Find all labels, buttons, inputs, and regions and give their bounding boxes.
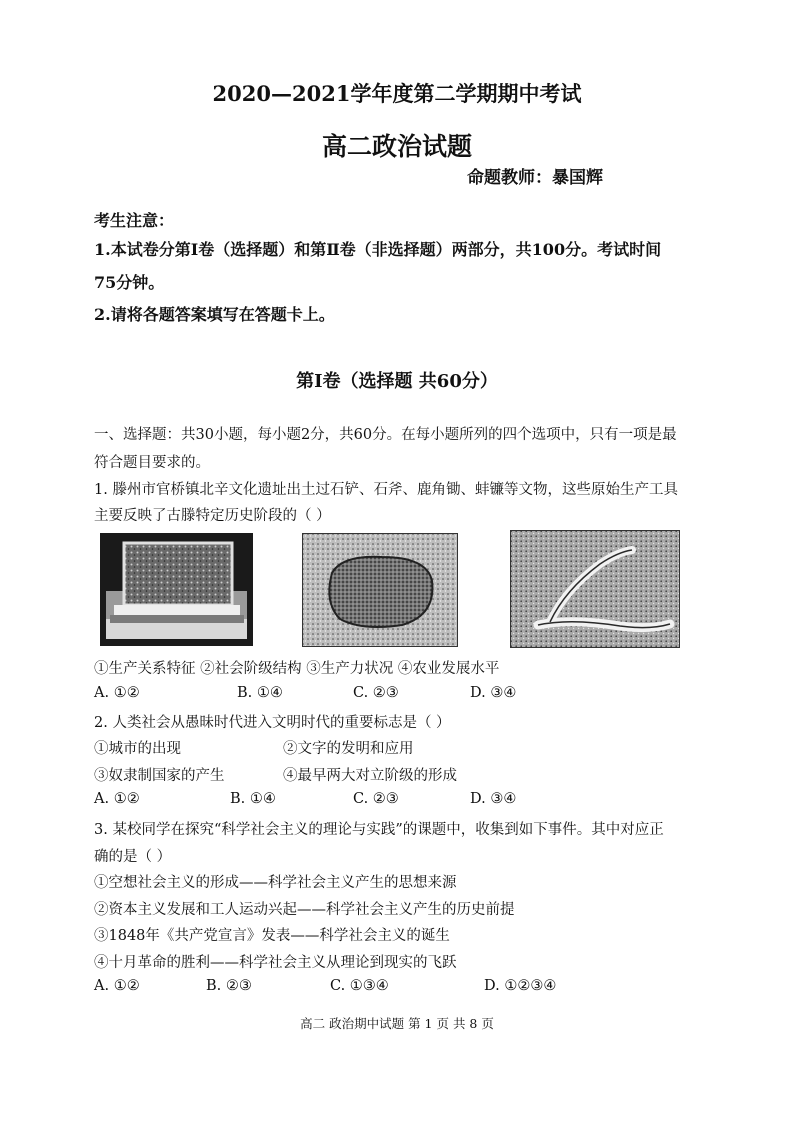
q3-stem-line-1: 3. 某校同学在探究“科学社会主义的理论与实践”的课题中，收集到如下事件。其中对应正 (94, 822, 664, 838)
q3-stem-line-2: 确的是（ ） (94, 849, 172, 865)
q2-stem: 2. 人类社会从愚昧时代进入文明时代的重要标志是（ ） (94, 715, 451, 731)
q3-option-b: B. ②③ (206, 978, 252, 994)
q1-option-d: D. ③④ (470, 685, 517, 701)
page-footer: 高二 政治期中试题 第 1 页 共 8 页 (300, 1016, 494, 1031)
q2-option-d: D. ③④ (470, 791, 517, 807)
q1-items: ①生产关系特征 ②社会阶级结构 ③生产力状况 ④农业发展水平 (94, 661, 500, 677)
q3-option-a: A. ①② (94, 978, 140, 994)
notice-heading: 考生注意： (94, 211, 175, 230)
q2-option-b: B. ①④ (230, 791, 276, 807)
notice-line-2: 2.请将各题答案填写在答题卡上。 (94, 305, 335, 324)
q3-item-3: ③1848年《共产党宣言》发表——科学社会主义的诞生 (94, 928, 450, 944)
q1-option-a: A. ①② (94, 685, 140, 701)
q1-option-b: B. ①④ (237, 685, 283, 701)
q1-stem-line-2: 主要反映了古滕特定历史阶段的（ ） (94, 508, 331, 524)
q3-option-d: D. ①②③④ (484, 978, 557, 994)
q3-item-4: ④十月革命的胜利——科学社会主义从理论到现实的飞跃 (94, 955, 457, 971)
q1-option-c: C. ②③ (353, 685, 399, 701)
q1-photo-stone-tablet (100, 533, 253, 646)
q2-item-4: ④最早两大对立阶级的形成 (283, 768, 457, 784)
instructions-line-1: 一、选择题：共30小题，每小题2分，共60分。在每小题所列的四个选项中，只有一项是最 (94, 427, 677, 443)
notice-line-1b: 75分钟。 (94, 273, 165, 292)
q2-item-1: ①城市的出现 (94, 741, 181, 757)
q1-stem-line-1: 1. 滕州市官桥镇北辛文化遗址出土过石铲、石斧、鹿角锄、蚌镰等文物，这些原始生产工具 (94, 482, 678, 498)
q3-option-c: C. ①③④ (330, 978, 389, 994)
author-line: 命题教师：暴国辉 (467, 168, 603, 188)
section-title: 第Ⅰ卷（选择题 共60分） (296, 371, 498, 392)
exam-title: 2020—2021学年度第二学期期中考试 (212, 81, 582, 106)
q1-photo-antler-hoe (510, 530, 680, 648)
q2-option-c: C. ②③ (353, 791, 399, 807)
q2-option-a: A. ①② (94, 791, 140, 807)
q2-item-2: ②文字的发明和应用 (283, 741, 414, 757)
q2-item-3: ③奴隶制国家的产生 (94, 768, 225, 784)
q3-item-2: ②资本主义发展和工人运动兴起——科学社会主义产生的历史前提 (94, 902, 515, 918)
q1-photo-stone-tool (302, 533, 458, 647)
instructions-line-2: 符合题目要求的。 (94, 455, 210, 471)
notice-line-1a: 1.本试卷分第Ⅰ卷（选择题）和第Ⅱ卷（非选择题）两部分，共100分。考试时间 (94, 240, 662, 259)
exam-subtitle: 高二政治试题 (321, 132, 472, 161)
q3-item-1: ①空想社会主义的形成——科学社会主义产生的思想来源 (94, 875, 457, 891)
